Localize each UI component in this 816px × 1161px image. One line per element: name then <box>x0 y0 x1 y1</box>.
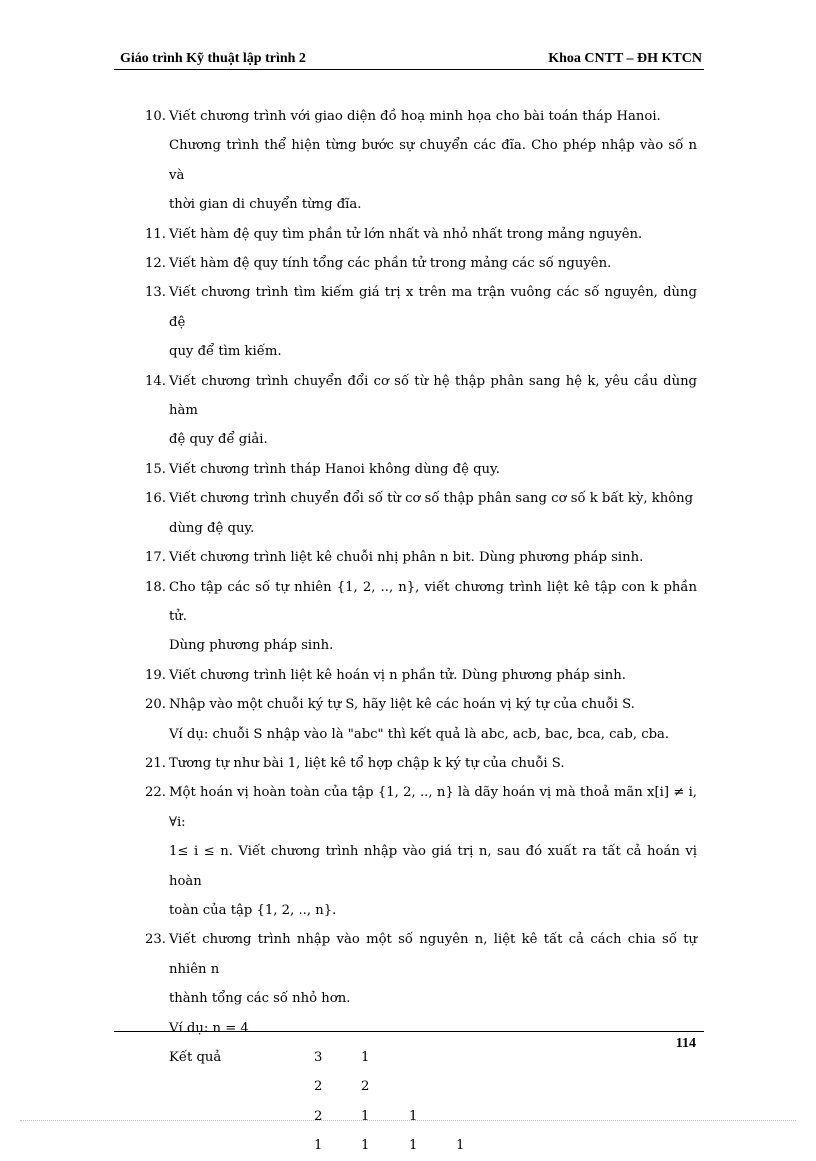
exercise-item <box>145 455 697 484</box>
exercise-item <box>145 749 697 778</box>
exercise-line: Cho tập các số tự nhiên {1, 2, .., n}, viết chương trình liệt kê tập con k phần tử. <box>169 579 697 624</box>
exercise-line: Viết chương trình với giao diện đồ hoạ minh họa cho bài toán tháp Hanoi. <box>169 109 661 124</box>
result-label: Kết quả <box>169 1050 222 1065</box>
exercise-line: Nhập vào một chuỗi ký tự S, hãy liệt kê các hoán vị ký tự của chuỗi S. <box>169 697 635 713</box>
exercise-item <box>145 778 697 925</box>
result-cell: 2 <box>314 1108 323 1124</box>
exercise-item <box>145 102 697 220</box>
exercise-line: thời gian di chuyển từng đĩa. <box>169 197 362 213</box>
exercise-item <box>145 661 697 690</box>
exercise-line: Chương trình thể hiện từng bước sự chuyển các đĩa. Cho phép nhập vào số n và <box>169 138 697 183</box>
result-cell: 2 <box>314 1079 323 1095</box>
exercise-number: 21. <box>145 755 166 771</box>
exercise-number: 22. <box>145 785 166 801</box>
exercise-item <box>145 484 697 543</box>
example-label: Ví dụ: n = 4 <box>169 1020 249 1036</box>
exercise-item <box>145 543 697 572</box>
exercise-item <box>145 573 697 661</box>
exercise-number: 23. <box>145 932 166 948</box>
exercise-number: 19. <box>145 667 166 683</box>
exercise-number: 15. <box>145 461 166 477</box>
exercise-number: 18. <box>145 579 166 595</box>
exercise-line: Viết chương trình tháp Hanoi không dùng đệ quy. <box>169 461 500 477</box>
result-cell: 1 <box>409 1108 418 1124</box>
exercise-number: 12. <box>145 256 166 272</box>
exercise-number: 20. <box>145 697 166 713</box>
exercise-line: Tương tự như bài 1, liệt kê tổ hợp chập k ký tự của chuỗi S. <box>169 755 565 771</box>
exercise-item <box>145 367 697 455</box>
exercise-line: quy để tìm kiếm. <box>169 344 282 360</box>
exercise-line: Một hoán vị hoàn toàn của tập {1, 2, .., n} là dãy hoán vị mà thoả mãn x[i] ≠ i, ∀i: <box>169 785 697 830</box>
exercise-item <box>145 278 697 366</box>
result-cell: 2 <box>361 1079 370 1095</box>
exercise-number: 16. <box>145 491 166 507</box>
exercise-number: 14. <box>145 373 166 389</box>
exercise-line: Ví dụ: chuỗi S nhập vào là "abc" thì kết quả là abc, acb, bac, bca, cab, cba. <box>169 726 670 742</box>
footer-divider <box>114 1031 704 1032</box>
result-row <box>169 1131 697 1160</box>
result-row <box>169 1072 697 1101</box>
result-cell: 3 <box>314 1050 323 1065</box>
exercise-number: 11. <box>145 226 166 242</box>
exercise-item <box>145 925 697 1013</box>
result-cell: 1 <box>456 1138 465 1154</box>
exercise-line: Viết chương trình nhập vào một số nguyên n, liệt kê tất cả cách chia số tự nhiên n <box>169 932 697 977</box>
exercise-line: Viết chương trình tìm kiếm giá trị x trên ma trận vuông các số nguyên, dùng đệ <box>169 285 697 330</box>
example-block <box>145 1014 697 1161</box>
exercise-line: toàn của tập {1, 2, .., n}. <box>169 902 337 918</box>
exercise-line: Viết chương trình liệt kê hoán vị n phần tử. Dùng phương pháp sinh. <box>169 667 626 683</box>
exercise-number: 10. <box>145 109 166 124</box>
exercise-line: 1≤ i ≤ n. Viết chương trình nhập vào giá trị n, sau đó xuất ra tất cả hoán vị hoàn <box>169 844 697 889</box>
exercise-item <box>145 220 697 249</box>
result-cell: 1 <box>361 1108 370 1124</box>
exercise-number: 17. <box>145 550 166 566</box>
exercise-number: 13. <box>145 285 166 301</box>
exercise-line: Viết chương trình liệt kê chuỗi nhị phân n bit. Dùng phương pháp sinh. <box>169 550 644 566</box>
exercise-line: Dùng phương pháp sinh. <box>169 638 334 654</box>
exercise-line: dùng đệ quy. <box>169 520 255 536</box>
result-cell: 1 <box>409 1138 418 1154</box>
page-header <box>114 51 704 70</box>
exercise-line: Viết hàm đệ quy tìm phần tử lớn nhất và nhỏ nhất trong mảng nguyên. <box>169 226 643 242</box>
exercise-item <box>145 690 697 749</box>
result-cell: 1 <box>361 1050 370 1065</box>
exercise-item <box>145 249 697 278</box>
page-number: 114 <box>675 1036 696 1051</box>
exercise-line: Viết chương trình chuyển đổi cơ số từ hệ thập phân sang hệ k, yêu cầu dùng hàm <box>169 373 697 419</box>
exercise-line: Viết hàm đệ quy tính tổng các phần tử trong mảng các số nguyên. <box>169 256 612 272</box>
exercise-line: đệ quy để giải. <box>169 432 268 448</box>
page-bottom-edge <box>20 1120 796 1121</box>
exercise-line: Viết chương trình chuyển đổi số từ cơ số thập phân sang cơ số k bất kỳ, không <box>169 491 694 507</box>
result-row <box>169 1043 697 1072</box>
header-faculty: Khoa CNTT – ĐH KTCN <box>548 51 702 66</box>
exercise-list <box>145 102 697 1161</box>
result-cell: 1 <box>314 1138 323 1154</box>
result-cell: 1 <box>361 1138 370 1154</box>
header-title: Giáo trình Kỹ thuật lập trình 2 <box>120 51 306 66</box>
result-row <box>169 1102 697 1131</box>
exercise-line: thành tổng các số nhỏ hơn. <box>169 991 351 1007</box>
